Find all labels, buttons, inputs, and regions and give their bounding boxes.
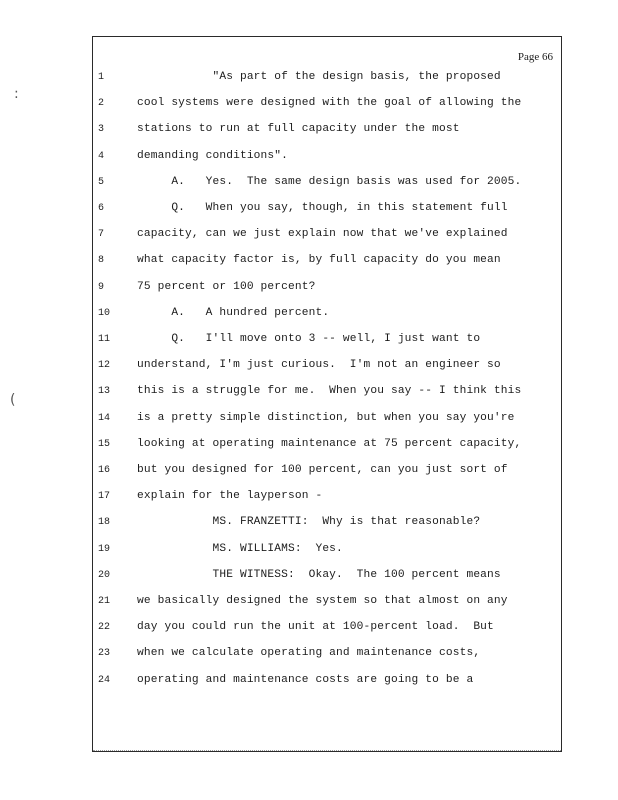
- line-number: 23: [98, 648, 111, 660]
- line-number: 7: [98, 229, 105, 241]
- left-margin-mark-top: :: [14, 86, 19, 102]
- line-number: 16: [98, 465, 111, 476]
- transcript-line-text: Q. I'll move onto 3 -- well, I just want to: [137, 333, 481, 345]
- transcript-line-text: MS. FRANZETTI: Why is that reasonable?: [137, 516, 481, 529]
- transcript-line-text: demanding conditions".: [137, 149, 288, 162]
- transcript-line-text: THE WITNESS: Okay. The 100 percent means: [137, 568, 501, 581]
- transcript-line-text: MS. WILLIAMS: Yes.: [137, 542, 343, 555]
- transcript-line-text: we basically designed the system so that almost on any: [137, 595, 508, 607]
- line-number: 18: [98, 517, 111, 529]
- page-number-label: Page 66: [517, 51, 553, 63]
- page-bottom-edge: [93, 750, 561, 759]
- line-number: 21: [98, 596, 111, 607]
- left-margin-mark-middle: (: [10, 392, 16, 408]
- transcript-line-text: "As part of the design basis, the proposed: [137, 71, 501, 83]
- transcript-line-text: looking at operating maintenance at 75 percent capacity,: [137, 437, 522, 450]
- line-number: 12: [98, 360, 111, 372]
- transcript-line-text: day you could run the unit at 100-percent load. But: [137, 621, 494, 634]
- transcript-line-text: A. A hundred percent.: [137, 306, 330, 319]
- line-number: 20: [98, 569, 111, 581]
- transcript-line-text: when we calculate operating and maintenance costs,: [137, 647, 481, 660]
- line-number: 13: [98, 386, 111, 398]
- line-number: 10: [98, 307, 111, 319]
- line-number: 11: [98, 334, 111, 345]
- transcript-line-text: stations to run at full capacity under the most: [137, 123, 460, 136]
- line-number: 22: [98, 622, 111, 634]
- line-number: 4: [98, 150, 105, 162]
- transcript-line-text: but you designed for 100 percent, can you just sort of: [137, 464, 508, 476]
- line-number: 9: [98, 281, 105, 293]
- transcript-line-text: A. Yes. The same design basis was used for 2005.: [137, 175, 522, 188]
- transcript-line-text: understand, I'm just curious. I'm not an engineer so: [137, 359, 501, 372]
- transcript-line-text: operating and maintenance costs are going to be a: [137, 673, 474, 686]
- line-number: 8: [98, 255, 105, 267]
- transcript-line-text: Q. When you say, though, in this statement full: [137, 202, 508, 214]
- transcript-line-text: explain for the layperson -: [137, 490, 323, 503]
- transcript-line-text: what capacity factor is, by full capacity do you mean: [137, 254, 501, 267]
- transcript-line-text: 75 percent or 100 percent?: [137, 280, 316, 293]
- transcript-line-text: capacity, can we just explain now that we've explained: [137, 228, 508, 241]
- line-number: 2: [98, 98, 105, 110]
- line-number: 17: [98, 491, 111, 503]
- line-number: 19: [98, 543, 111, 555]
- line-number: 14: [98, 412, 111, 424]
- line-number: 5: [98, 176, 105, 188]
- transcript-line-text: cool systems were designed with the goal of allowing the: [137, 97, 522, 110]
- transcript-line-text: is a pretty simple distinction, but when you say you're: [137, 411, 515, 424]
- line-number: 3: [98, 124, 105, 136]
- transcript-line-text: this is a struggle for me. When you say -- I think this: [137, 385, 522, 398]
- line-number: 15: [98, 438, 111, 450]
- line-number: 6: [98, 203, 105, 214]
- line-number: 24: [98, 674, 111, 686]
- line-number: 1: [98, 72, 105, 83]
